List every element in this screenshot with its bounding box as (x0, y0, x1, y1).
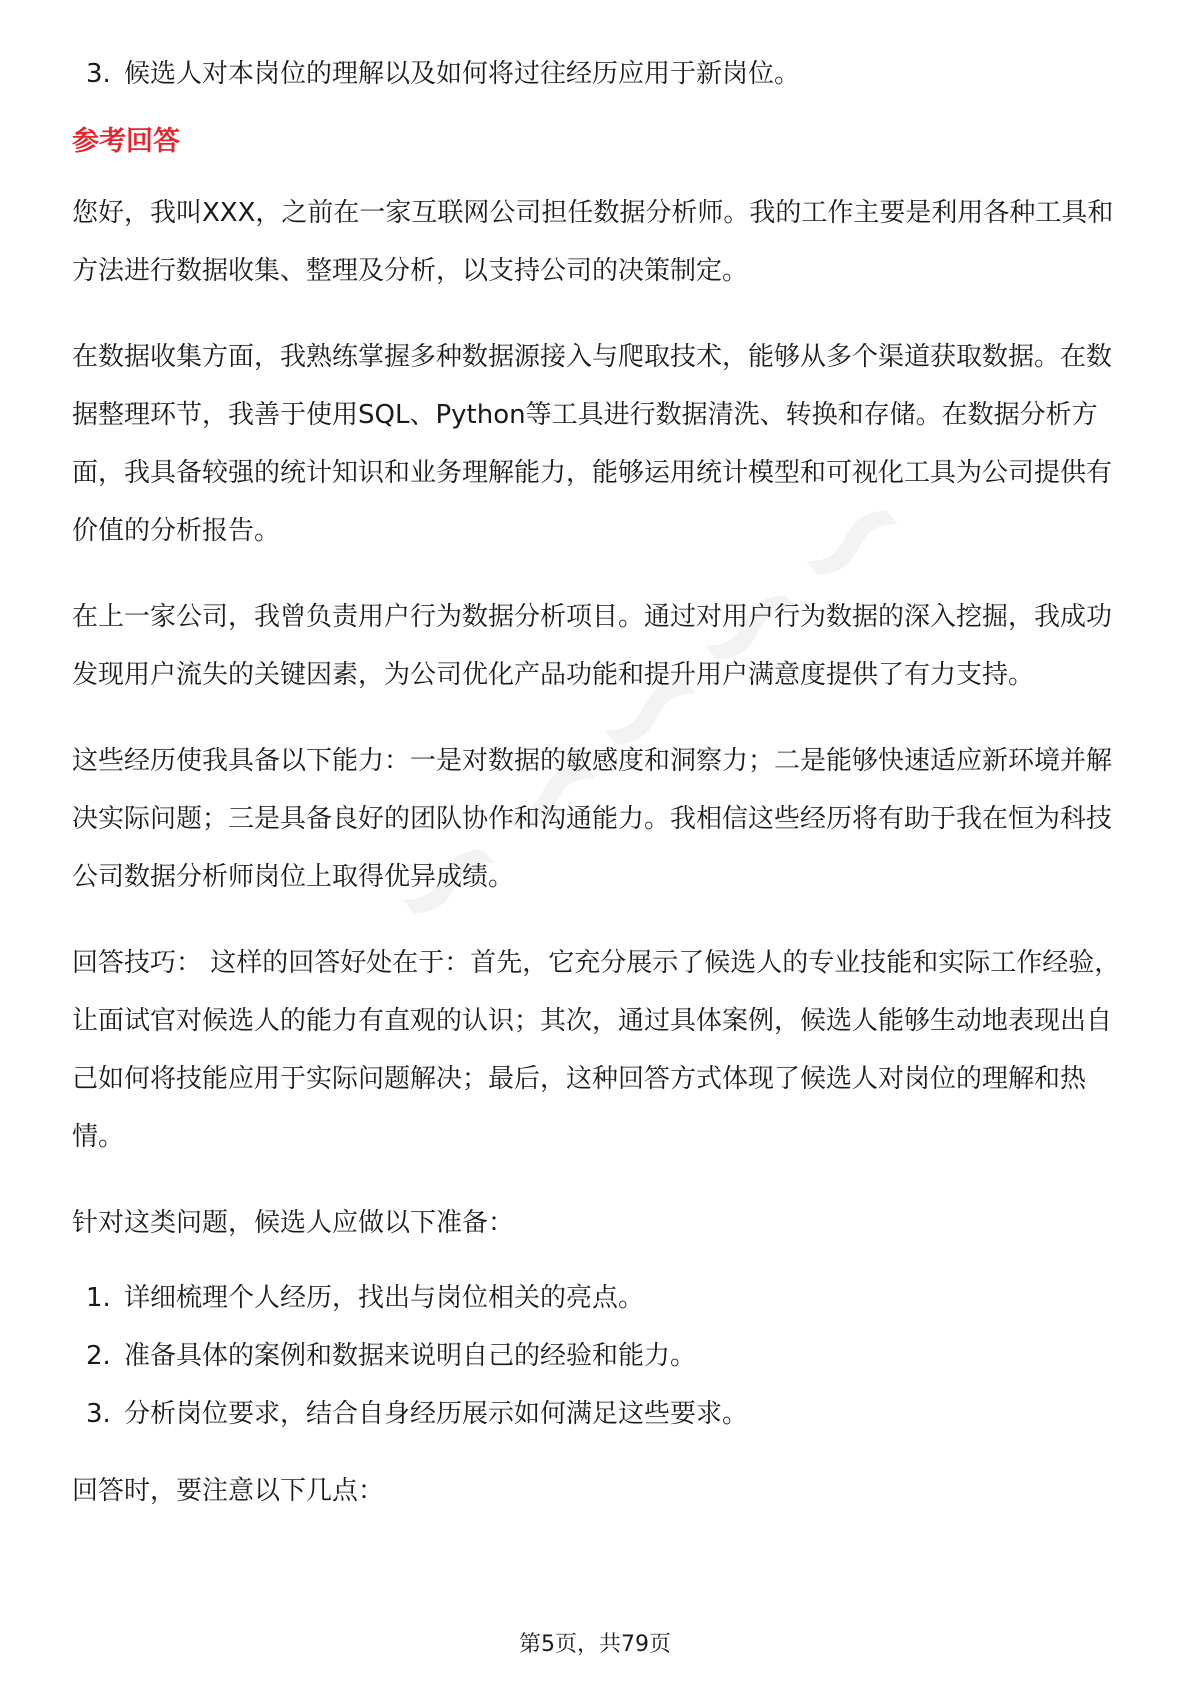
list-item-text: 分析岗位要求，结合自身经历展示如何满足这些要求。 (124, 1399, 749, 1429)
list-item-number: 3. (86, 1399, 111, 1429)
list-item-text: 候选人对本岗位的理解以及如何将过往经历应用于新岗位。 (124, 59, 801, 89)
paragraph-tips: 回答技巧： 这样的回答好处在于：首先，它充分展示了候选人的专业技能和实际工作经验，让面试官对候选人的能力有直观的认识；其次，通过具体案例，候选人能够生动地表现出自己如何将技能应用于实际问题解决；最后，这种回答方式体现了候选人对岗位的理解和热情。 (72, 948, 1121, 1152)
list-item-text: 准备具体的案例和数据来说明自己的经验和能力。 (124, 1341, 697, 1371)
list-item (72, 1276, 1122, 1320)
page-content (72, 52, 1122, 1520)
list-item-number: 1. (86, 1283, 111, 1313)
paragraph-closing: 回答时，要注意以下几点： (72, 1476, 385, 1506)
list-item-number: 3. (86, 59, 111, 89)
list-item-number: 2. (86, 1341, 111, 1371)
list-item (72, 1334, 1122, 1378)
paragraph-abilities: 这些经历使我具备以下能力：一是对数据的敏感度和洞察力；二是能够快速适应新环境并解决实际问题；三是具备良好的团队协作和沟通能力。我相信这些经历将有助于我在恒为科技公司数据分析师岗位上取得优异成绩。 (72, 746, 1113, 892)
list-item (72, 52, 1122, 96)
paragraph-skills: 在数据收集方面，我熟练掌握多种数据源接入与爬取技术，能够从多个渠道获取数据。在数据整理环节，我善于使用SQL、Python等工具进行数据清洗、转换和存储。在数据分析方面，我具备较强的统计知识和业务理解能力，能够运用统计模型和可视化工具为公司提供有价值的分析报告。 (72, 342, 1113, 546)
paragraph-project: 在上一家公司，我曾负责用户行为数据分析项目。通过对用户行为数据的深入挖掘，我成功发现用户流失的关键因素，为公司优化产品功能和提升用户满意度提供了有力支持。 (72, 602, 1113, 690)
list-item-text: 详细梳理个人经历，找出与岗位相关的亮点。 (124, 1283, 645, 1313)
prep-list (72, 1276, 1122, 1436)
page-number: 第5页，共79页 (519, 1632, 671, 1657)
top-list (72, 52, 1122, 96)
paragraph-intro: 您好，我叫XXX，之前在一家互联网公司担任数据分析师。我的工作主要是利用各种工具和方法进行数据收集、整理及分析，以支持公司的决策制定。 (72, 198, 1114, 286)
paragraph-prep-intro: 针对这类问题，候选人应做以下准备： (72, 1208, 515, 1238)
section-heading: 参考回答 (72, 126, 180, 157)
list-item (72, 1392, 1122, 1436)
